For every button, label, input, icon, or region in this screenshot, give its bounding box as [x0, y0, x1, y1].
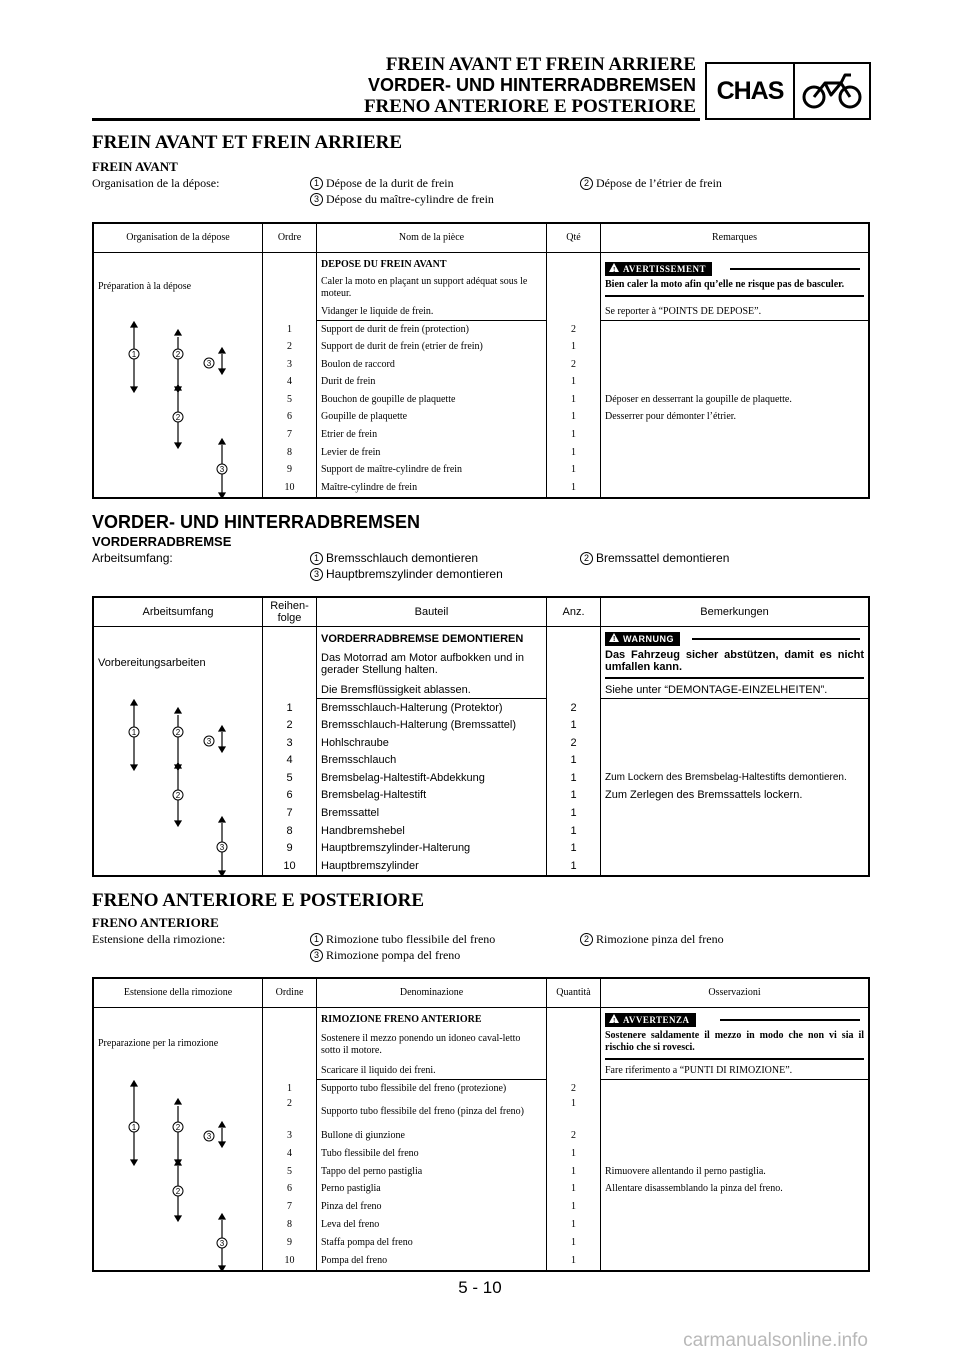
- prep-row: Preparazione per la rimozione RIMOZIONE FRENO ANTERIORE AVVERTENZA ! Sostenere saldamente il mezzo in modo che non vi sia il rischio che si rovesci.: [93, 1008, 869, 1029]
- header-line-fr: FREIN AVANT ET FREIN ARRIERE: [385, 54, 696, 75]
- table-row: 9 Staffa pompa del freno 1: [93, 1234, 869, 1252]
- svg-text:3: 3: [219, 842, 225, 852]
- order-step-2: 2 Rimozione pinza del freno: [580, 931, 724, 947]
- table-row: 7 Etrier de frein 1: [93, 426, 869, 444]
- table-row: 1 2 3 2 3 1 Supporto tubo flessibile del freno (protezione) 2: [93, 1080, 869, 1098]
- order-label: Organisation de la dépose:: [92, 176, 220, 190]
- step-diagram: [93, 699, 263, 876]
- table-row: 6 Goupille de plaquette 1 Desserrer pour démonter l’étrier.: [93, 409, 869, 427]
- warning-box: AVVERTENZA ! Sostenere saldamente il mezzo in modo che non vi sia il rischio che si rovesci.: [601, 1008, 870, 1063]
- parts-table-it: Estensione della rimozione Ordine Denominazione Quantità Osservazioni Preparazione per la rimozione RIMOZIONE FRENO ANTERIORE AVVERTENZA ! Sostenere saldamente il mezzo in modo che non vi sia il rischio che si rovesci. Sostenere il mezzo ponendo un idoneo caval-letto sotto il motore. Scaricare il liquido dei freni. Fare riferimento a “PUNTI DI RIMOZIONE”. 1 2 3 2 3 1 Supporto tubo flessibile del freno (protezione) 2 2 Supporto tubo flessibile del freno (pinza del freno) 1 3 Bullone di giunzione 2 4 Tubo flessibile del freno 1 5 Tappo del perno pastiglia 1 Rimuovere allentando il perno pastiglia. 6 Perno pastiglia 1 Allentare disassemblando la pinza del freno. 7 Pinza del freno 1 8 Leva del freno 1 9 Staffa pompa del freno 1 10 Pompa del freno 1: [92, 977, 870, 1272]
- svg-text:2: 2: [175, 1122, 181, 1132]
- table-header: Organisation de la dépose Ordre Nom de la pièce Qté Remarques: [93, 223, 869, 253]
- section-it: [92, 889, 870, 1272]
- table-row: 2 Bremsschlauch-Halterung (Bremssattel) 1: [93, 717, 869, 735]
- svg-text:1: 1: [131, 349, 137, 359]
- table-row: 3 Hohlschraube 2: [93, 734, 869, 752]
- svg-text:2: 2: [175, 1186, 181, 1196]
- table-row: 6 Perno pastiglia 1 Allentare disassemblando la pinza del freno.: [93, 1180, 869, 1198]
- table-header: Arbeitsumfang Reihen-folge Bauteil Anz. Bemerkungen: [93, 597, 869, 627]
- section-subtitle-de: VORDERRADBREMSE: [92, 534, 232, 549]
- warning-box: AVERTISSEMENT ! Bien caler la moto afin qu’elle ne risque pas de basculer.: [601, 253, 870, 304]
- table-row: 2 Supporto tubo flessibile del freno (pinza del freno) 1: [93, 1098, 869, 1127]
- table-row: 8 Leva del freno 1: [93, 1216, 869, 1234]
- table-row: 7 Pinza del freno 1: [93, 1198, 869, 1216]
- table-row: 4 Durit de frein 1: [93, 374, 869, 392]
- chas-badge: [705, 62, 871, 120]
- table-row: 3 Bullone di giunzione 2: [93, 1127, 869, 1145]
- header-line-de: VORDER- UND HINTERRADBREMSEN: [367, 75, 696, 95]
- svg-text:1: 1: [131, 1122, 137, 1132]
- warning-box: WARNUNG ! Das Fahrzeug sicher abstützen, damit es nicht umfallen kann.: [601, 627, 870, 682]
- chas-label: CHAS: [707, 64, 795, 118]
- table-row: 5 Tappo del perno pastiglia 1 Rimuovere allentando il perno pastiglia.: [93, 1163, 869, 1181]
- svg-text:3: 3: [219, 464, 225, 474]
- table-row: 6 Bremsbelag-Haltestift 1 Zum Zerlegen des Bremssattels lockern.: [93, 787, 869, 805]
- table-row: 3 Boulon de raccord 2: [93, 356, 869, 374]
- removal-order-it: [92, 931, 870, 965]
- removal-order-de: [92, 550, 870, 584]
- table-header: Estensione della rimozione Ordine Denominazione Quantità Osservazioni: [93, 978, 869, 1008]
- section-title-fr: FREIN AVANT ET FREIN ARRIERE: [92, 132, 403, 153]
- section-subtitle-fr: FREIN AVANT: [92, 159, 178, 174]
- prep-row: Vorbereitungsarbeiten VORDERRADBREMSE DEMONTIEREN WARNUNG ! Das Fahrzeug sicher abstützen, damit es nicht umfallen kann.: [93, 627, 869, 648]
- watermark: carmanualsonline.info: [683, 1330, 868, 1351]
- table-row: 9 Hauptbremszylinder-Halterung 1: [93, 839, 869, 857]
- page-number: 5 - 10: [458, 1278, 502, 1297]
- order-step-3: 3 Hauptbremszylinder demontieren: [310, 566, 503, 582]
- order-step-3: 3 Rimozione pompa del freno: [310, 947, 460, 963]
- table-row: 8 Levier de frein 1: [93, 444, 869, 462]
- order-step-2: 2 Dépose de l’étrier de frein: [580, 175, 722, 191]
- svg-text:1: 1: [131, 727, 137, 737]
- prep-row: Préparation à la dépose DEPOSE DU FREIN AVANT AVERTISSEMENT ! Bien caler la moto afin qu’elle ne risque pas de basculer.: [93, 253, 869, 274]
- order-step-1: 1 Dépose de la durit de frein: [310, 175, 454, 191]
- page-header: [300, 54, 696, 117]
- step-diagram: [93, 1080, 263, 1271]
- table-row: 1 2 3 2 3 1 Bremsschlauch-Halterung (Protektor) 2: [93, 699, 869, 717]
- svg-text:3: 3: [206, 736, 212, 746]
- section-de: [92, 510, 870, 877]
- order-label: Estensione della rimozione:: [92, 932, 226, 946]
- step-diagram: [93, 321, 263, 498]
- table-row: 7 Bremssattel 1: [93, 804, 869, 822]
- section-title-de: VORDER- UND HINTERRADBREMSEN: [92, 512, 421, 532]
- order-step-2: 2 Bremssattel demontieren: [580, 550, 729, 566]
- section-title-it: FRENO ANTERIORE E POSTERIORE: [92, 890, 425, 911]
- table-row: 2 Support de durit de frein (etrier de frein) 1: [93, 339, 869, 357]
- table-row: 4 Bremsschlauch 1: [93, 752, 869, 770]
- parts-table-fr: Organisation de la dépose Ordre Nom de la pièce Qté Remarques Préparation à la dépose DEPOSE DU FREIN AVANT AVERTISSEMENT ! Bien caler la moto afin qu’elle ne risque pas de basculer. Caler la moto en plaçant un support adéquat sous le moteur. Vidanger le liquide de frein. Se reporter à “POINTS DE DEPOSE”. 1 2 3 2 3 1 Support de durit de frein (protection) 2 2 Support de durit de frein (etrier de frein) 1 3 Boulon de raccord 2 4 Durit de frein 1 5 Bouchon de goupille de plaquette 1 Déposer en desserrant la goupille de plaquette. 6 Goupille de plaquette 1 Desserrer pour démonter l’étrier. 7 Etrier de frein 1 8 Levier de frein 1 9 Support de maître-cylindre de frein 1 10 Maître-cylindre de frein 1: [92, 222, 870, 499]
- section-subtitle-it: FRENO ANTERIORE: [92, 915, 219, 930]
- table-row: 5 Bremsbelag-Haltestift-Abdekkung 1 Zum Lockern des Bremsbelag-Haltestifts demontieren.: [93, 769, 869, 787]
- order-step-1: 1 Rimozione tubo flessibile del freno: [310, 931, 495, 947]
- parts-table-de: Arbeitsumfang Reihen-folge Bauteil Anz. Bemerkungen Vorbereitungsarbeiten VORDERRADBREMSE DEMONTIEREN WARNUNG ! Das Fahrzeug sicher abstützen, damit es nicht umfallen kann. Das Motorrad am Motor aufbokken und in gerader Stellung halten. Die Bremsflüssigkeit ablassen. Siehe unter “DEMONTAGE-EINZELHEITEN”. 1 2 3 2 3 1 Bremsschlauch-Halterung (Protektor) 2 2 Bremsschlauch-Halterung (Bremssattel) 1 3 Hohlschraube 2 4 Bremsschlauch 1 5 Bremsbelag-Haltestift-Abdekkung 1 Zum Lockern des Bremsbelag-Haltestifts demontieren. 6 Bremsbelag-Haltestift 1 Zum Zerlegen des Bremssattels lockern. 7 Bremssattel 1 8 Handbremshebel 1 9 Hauptbremszylinder-Halterung 1 10 Hauptbremszylinder 1: [92, 596, 870, 877]
- svg-text:2: 2: [175, 727, 181, 737]
- svg-text:3: 3: [206, 358, 212, 368]
- svg-text:3: 3: [206, 1131, 212, 1141]
- table-row: 9 Support de maître-cylindre de frein 1: [93, 461, 869, 479]
- table-row: 4 Tubo flessibile del freno 1: [93, 1145, 869, 1163]
- table-row: 1 2 3 2 3 1 Support de durit de frein (protection) 2: [93, 321, 869, 339]
- table-row: 5 Bouchon de goupille de plaquette 1 Déposer en desserrant la goupille de plaquette.: [93, 391, 869, 409]
- svg-text:3: 3: [219, 1238, 225, 1248]
- removal-order-fr: [92, 175, 870, 209]
- motorcycle-icon: [795, 64, 869, 118]
- table-row: 10 Hauptbremszylinder 1: [93, 857, 869, 876]
- table-row: 10 Maître-cylindre de frein 1: [93, 479, 869, 498]
- header-line-it: FRENO ANTERIORE E POSTERIORE: [363, 96, 696, 117]
- section-fr: [92, 131, 870, 499]
- order-step-3: 3 Dépose du maître-cylindre de frein: [310, 191, 494, 207]
- svg-text:2: 2: [175, 349, 181, 359]
- order-step-1: 1 Bremsschlauch demontieren: [310, 550, 478, 566]
- svg-text:2: 2: [175, 412, 181, 422]
- header-rule: [92, 118, 700, 121]
- svg-text:2: 2: [175, 790, 181, 800]
- order-label: Arbeitsumfang:: [92, 551, 173, 565]
- table-row: 10 Pompa del freno 1: [93, 1252, 869, 1271]
- table-row: 8 Handbremshebel 1: [93, 822, 869, 840]
